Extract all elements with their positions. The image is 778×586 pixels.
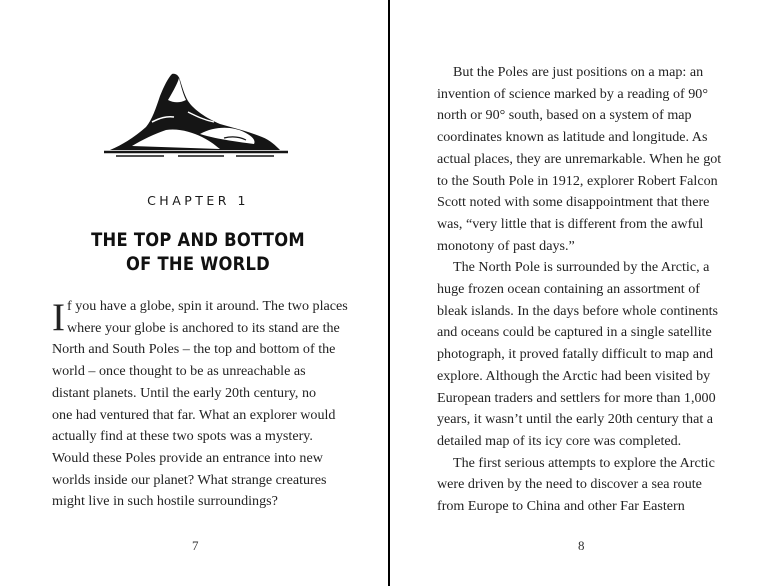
chapter-title-line: OF THE WORLD xyxy=(126,253,270,275)
left-paragraph xyxy=(52,296,352,513)
right-page xyxy=(390,0,778,586)
right-text xyxy=(437,62,747,518)
text-line: north or 90° south, based on a system of map xyxy=(437,107,692,124)
text-line: f you have a globe, spin it around. The two places xyxy=(67,298,348,314)
text-line: were driven by the need to discover a sea route xyxy=(437,476,702,493)
text-line: coordinates known as latitude and longitude. As xyxy=(437,129,708,146)
paragraph xyxy=(437,257,747,452)
chapter-label: CHAPTER 1 xyxy=(147,193,249,208)
text-line: But the Poles are just positions on a map: an xyxy=(453,64,704,80)
text-line: and oceans could be captured in a single satellite xyxy=(437,324,712,341)
text-line: monotony of past days.” xyxy=(437,237,575,254)
text-line: North and South Poles – the top and bottom of the xyxy=(52,341,336,358)
text-line: actually find at these two spots was a mystery. xyxy=(52,428,313,445)
text-line: years, it wasn’t until the early 20th century that a xyxy=(437,411,714,428)
text-line: might live in such hostile surroundings? xyxy=(52,493,278,510)
text-line: worlds inside our planet? What strange creatures xyxy=(52,471,327,488)
text-line: European traders and settlers for more than 1,000 xyxy=(437,389,716,406)
iceberg-icon xyxy=(104,70,288,158)
text-line: invention of science marked by a reading of 90° xyxy=(437,85,708,102)
text-line: world – once thought to be as unreachable as xyxy=(52,363,306,380)
text-line: one had ventured that far. What an explorer would xyxy=(52,406,336,423)
text-line: Would these Poles provide an entrance into new xyxy=(52,449,323,466)
text-line: The North Pole is surrounded by the Arctic, a xyxy=(453,259,710,276)
text-line: The first serious attempts to explore the Arctic xyxy=(453,454,715,471)
page-number: 7 xyxy=(192,538,199,553)
text-line: where your globe is anchored to its stand are the xyxy=(67,319,340,336)
page-number: 8 xyxy=(578,538,585,553)
chapter-title-line: THE TOP AND BOTTOM xyxy=(91,229,305,251)
text-line: explore. Although the Arctic had been visited by xyxy=(437,367,711,384)
drop-cap: I xyxy=(52,296,65,339)
text-line: distant planets. Until the early 20th century, no xyxy=(52,384,317,401)
text-line: detailed map of its icy core was completed. xyxy=(437,432,682,449)
text-line: was, “very little that is different from the awful xyxy=(437,215,704,232)
text-line: photograph, it proved fatally difficult to map and xyxy=(437,346,714,363)
text-line: to the South Pole in 1912, explorer Robert Falcon xyxy=(437,172,718,189)
text-line: Scott noted with some disappointment that there xyxy=(437,194,710,211)
text-line: bleak islands. In the days before whole continents xyxy=(437,302,719,319)
chapter-title xyxy=(74,228,322,276)
text-line: huge frozen ocean containing an assortment of xyxy=(437,281,700,298)
text-line: from Europe to China and other Far Eastern xyxy=(437,498,685,515)
left-page xyxy=(0,0,388,586)
text-line: actual places, they are unremarkable. When he got xyxy=(437,150,722,167)
paragraph xyxy=(437,453,747,518)
paragraph xyxy=(437,62,747,257)
